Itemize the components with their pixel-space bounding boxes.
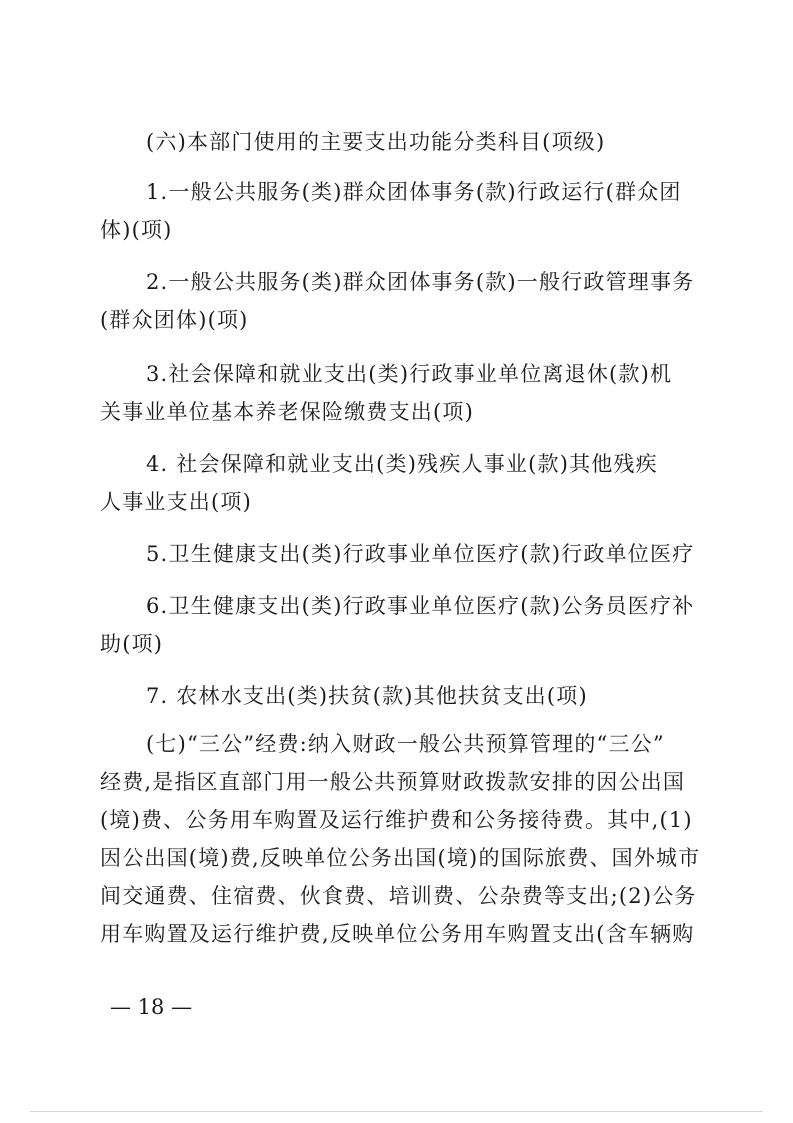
- section7-line-2: 经费,是指区直部门用一般公共预算财政拨款安排的因公出国: [100, 770, 686, 794]
- item-1-line-1: 1.一般公共服务(类)群众团体事务(款)行政运行(群众团: [146, 180, 682, 204]
- page-bottom-edge: [30, 1111, 763, 1112]
- item-3-line-1: 3.社会保障和就业支出(类)行政事业单位离退休(款)机: [146, 362, 673, 386]
- section7-line-3: (境)费、公务用车购置及运行维护费和公务接待费。其中,(1): [100, 808, 693, 832]
- item-2-line-1: 2.一般公共服务(类)群众团体事务(款)一般行政管理事务: [146, 270, 695, 294]
- section7-line-1: (七)“三公”经费:纳入财政一般公共预算管理的“三公”: [146, 732, 665, 756]
- item-4-line-1: 4. 社会保障和就业支出(类)残疾人事业(款)其他残疾: [146, 452, 658, 476]
- section7-line-5: 间交通费、住宿费、伙食费、培训费、公杂费等支出;(2)公务: [100, 884, 697, 908]
- item-1-line-2: 体)(项): [100, 218, 173, 242]
- section6-heading: (六)本部门使用的主要支出功能分类科目(项级): [146, 130, 606, 154]
- item-4-line-2: 人事业支出(项): [100, 490, 252, 514]
- item-2-line-2: (群众团体)(项): [100, 308, 249, 332]
- section7-line-6: 用车购置及运行维护费,反映单位公务用车购置支出(含车辆购: [100, 922, 695, 946]
- item-3-line-2: 关事业单位基本养老保险缴费支出(项): [100, 400, 474, 424]
- item-6-line-2: 助(项): [100, 632, 164, 656]
- page-number: — 18 —: [110, 995, 193, 1019]
- item-7-line-1: 7. 农林水支出(类)扶贫(款)其他扶贫支出(项): [146, 684, 588, 708]
- item-6-line-1: 6.卫生健康支出(类)行政事业单位医疗(款)公务员医疗补: [146, 594, 695, 618]
- section7-line-4: 因公出国(境)费,反映单位公务出国(境)的国际旅费、国外城市: [100, 846, 701, 870]
- item-5-line-1: 5.卫生健康支出(类)行政事业单位医疗(款)行政单位医疗: [146, 542, 695, 566]
